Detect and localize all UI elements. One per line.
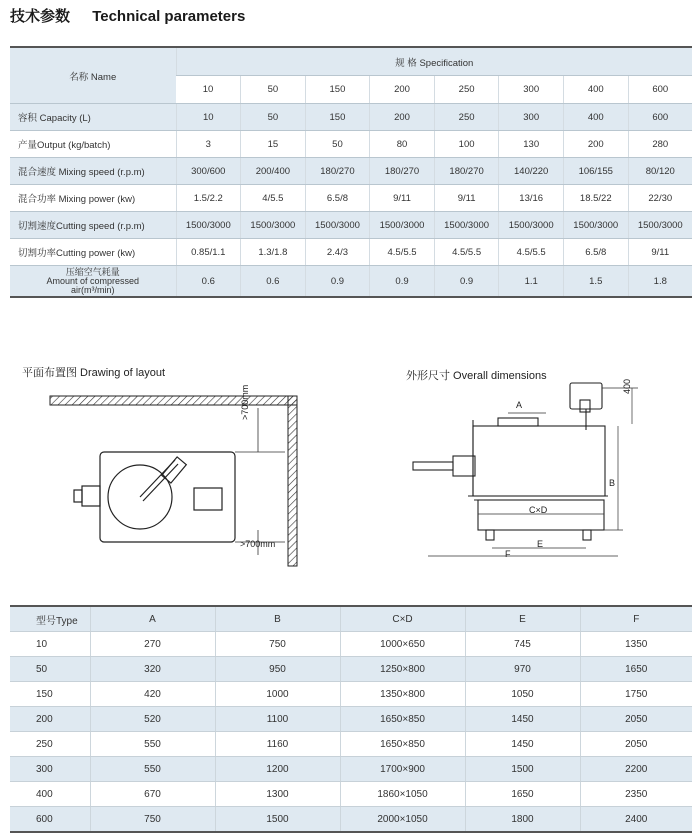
table-row <box>10 757 692 782</box>
table-cell: 150 <box>305 104 370 131</box>
table-cell: 400 <box>10 782 90 807</box>
table-cell: 550 <box>90 732 215 757</box>
column-header: B <box>215 606 340 632</box>
model-header: 200 <box>370 76 435 104</box>
table-cell: 200 <box>10 707 90 732</box>
machine-elevation <box>413 383 608 540</box>
params-header-row <box>10 47 692 76</box>
table-cell: 250 <box>10 732 90 757</box>
table-cell: 10 <box>176 104 241 131</box>
table-cell: 1.3/1.8 <box>241 239 306 266</box>
table-cell: 18.5/22 <box>563 185 628 212</box>
table-cell: 2350 <box>580 782 692 807</box>
table-row <box>10 104 692 131</box>
table-cell: 270 <box>90 632 215 657</box>
table-cell: 1650×850 <box>340 732 465 757</box>
table-cell: 200 <box>563 131 628 158</box>
column-header: 型号Type <box>10 606 90 632</box>
table-cell: 80/120 <box>628 158 692 185</box>
table-cell: 1.5 <box>563 266 628 298</box>
row-label: 产量Output (kg/batch) <box>10 131 176 158</box>
dimensions-table <box>10 605 692 833</box>
table-cell: 1860×1050 <box>340 782 465 807</box>
table-cell: 180/270 <box>305 158 370 185</box>
model-header: 10 <box>176 76 241 104</box>
dim-cd-label: C×D <box>529 505 548 515</box>
table-cell: 1750 <box>580 682 692 707</box>
table-cell: 4.5/5.5 <box>434 239 499 266</box>
table-cell: 150 <box>10 682 90 707</box>
table-cell: 2050 <box>580 732 692 757</box>
table-cell: 6.5/8 <box>305 185 370 212</box>
model-header: 50 <box>241 76 306 104</box>
dim-a-label: A <box>516 400 523 410</box>
table-cell: 2050 <box>580 707 692 732</box>
table-cell: 1650 <box>465 782 580 807</box>
table-cell: 9/11 <box>628 239 692 266</box>
table-cell: 600 <box>628 104 692 131</box>
table-cell: 10 <box>10 632 90 657</box>
table-cell: 1500/3000 <box>628 212 692 239</box>
table-row <box>10 185 692 212</box>
table-cell: 1450 <box>465 707 580 732</box>
table-cell: 970 <box>465 657 580 682</box>
table-cell: 750 <box>215 632 340 657</box>
table-cell: 15 <box>241 131 306 158</box>
table-cell: 180/270 <box>370 158 435 185</box>
table-row <box>10 212 692 239</box>
table-cell: 250 <box>434 104 499 131</box>
title-en: Technical parameters <box>92 8 246 25</box>
dimensions-caption: 外形尺寸 Overall dimensions <box>406 370 547 382</box>
table-cell: 9/11 <box>434 185 499 212</box>
row-label: 混合速度 Mixing speed (r.p.m) <box>10 158 176 185</box>
table-cell: 22/30 <box>628 185 692 212</box>
column-header: A <box>90 606 215 632</box>
table-row <box>10 732 692 757</box>
table-cell: 1.8 <box>628 266 692 298</box>
table-cell: 300/600 <box>176 158 241 185</box>
table-cell: 9/11 <box>370 185 435 212</box>
table-cell: 1800 <box>465 807 580 833</box>
table-cell: 1200 <box>215 757 340 782</box>
model-header: 600 <box>628 76 692 104</box>
table-cell: 1050 <box>465 682 580 707</box>
table-cell: 750 <box>90 807 215 833</box>
table-cell: 1500/3000 <box>305 212 370 239</box>
table-cell: 0.6 <box>176 266 241 298</box>
title-cn: 技术参数 <box>10 8 71 25</box>
table-cell: 1160 <box>215 732 340 757</box>
table-row <box>10 707 692 732</box>
table-cell: 3 <box>176 131 241 158</box>
table-cell: 2000×1050 <box>340 807 465 833</box>
table-cell: 1250×800 <box>340 657 465 682</box>
column-header: F <box>580 606 692 632</box>
row-label: 切割功率Cutting power (kw) <box>10 239 176 266</box>
clearance-dims <box>235 408 285 555</box>
air-label-cn: 压缩空气耗量 <box>65 266 120 277</box>
table-cell: 1700×900 <box>340 757 465 782</box>
table-row <box>10 239 692 266</box>
table-row <box>10 782 692 807</box>
table-cell: 1350 <box>580 632 692 657</box>
table-cell: 1500/3000 <box>370 212 435 239</box>
table-cell: 0.9 <box>370 266 435 298</box>
table-cell: 1500 <box>465 757 580 782</box>
table-row <box>10 682 692 707</box>
table-cell: 1500/3000 <box>434 212 499 239</box>
table-row <box>10 131 692 158</box>
machine-plan <box>74 452 235 542</box>
table-cell: 550 <box>90 757 215 782</box>
table-cell: 2.4/3 <box>305 239 370 266</box>
table-cell: 200/400 <box>241 158 306 185</box>
table-row <box>10 158 692 185</box>
table-cell: 130 <box>499 131 564 158</box>
table-cell: 1000 <box>215 682 340 707</box>
table-cell: 400 <box>563 104 628 131</box>
overall-dimensions-drawing <box>408 378 678 588</box>
table-cell: 1000×650 <box>340 632 465 657</box>
table-cell: 180/270 <box>434 158 499 185</box>
table-cell: 0.85/1.1 <box>176 239 241 266</box>
column-header: E <box>465 606 580 632</box>
table-cell: 4.5/5.5 <box>499 239 564 266</box>
table-cell: 300 <box>499 104 564 131</box>
dims-header-row <box>10 606 692 632</box>
table-cell: 1350×800 <box>340 682 465 707</box>
table-cell: 0.9 <box>305 266 370 298</box>
row-label: 容积 Capacity (L) <box>10 104 176 131</box>
table-cell: 300 <box>10 757 90 782</box>
technical-parameters-table <box>10 46 692 298</box>
table-cell: 4/5.5 <box>241 185 306 212</box>
model-header: 250 <box>434 76 499 104</box>
table-cell: 1500/3000 <box>241 212 306 239</box>
layout-drawing-caption: 平面布置图 Drawing of layout <box>22 367 166 379</box>
table-cell: 6.5/8 <box>563 239 628 266</box>
dim-f-label: F <box>505 549 511 559</box>
dimension-lines <box>428 388 638 556</box>
clearance-top-label: >700mm <box>240 384 250 420</box>
table-cell: 520 <box>90 707 215 732</box>
table-cell: 1300 <box>215 782 340 807</box>
table-cell: 1.5/2.2 <box>176 185 241 212</box>
table-cell: 1500 <box>215 807 340 833</box>
table-cell: 2200 <box>580 757 692 782</box>
layout-drawing <box>40 380 340 580</box>
table-cell: 745 <box>465 632 580 657</box>
table-cell: 1.1 <box>499 266 564 298</box>
table-cell: 100 <box>434 131 499 158</box>
dim-400-label: 400 <box>622 378 632 394</box>
table-cell: 1450 <box>465 732 580 757</box>
table-cell: 50 <box>305 131 370 158</box>
model-header: 150 <box>305 76 370 104</box>
table-cell: 320 <box>90 657 215 682</box>
table-cell: 140/220 <box>499 158 564 185</box>
air-label-en2: air(m³/min) <box>71 284 115 295</box>
table-cell: 670 <box>90 782 215 807</box>
table-cell: 1500/3000 <box>499 212 564 239</box>
table-cell: 1500/3000 <box>563 212 628 239</box>
table-cell: 1650 <box>580 657 692 682</box>
table-cell: 1650×850 <box>340 707 465 732</box>
table-cell: 50 <box>10 657 90 682</box>
dim-e-label: E <box>537 539 544 549</box>
clearance-side-label: >700mm <box>240 539 276 549</box>
table-cell: 80 <box>370 131 435 158</box>
spec-header: 规 格 Specification <box>176 47 692 76</box>
table-row <box>10 632 692 657</box>
table-cell: 200 <box>370 104 435 131</box>
table-cell: 50 <box>241 104 306 131</box>
table-cell: 1500/3000 <box>176 212 241 239</box>
table-cell: 280 <box>628 131 692 158</box>
table-row <box>10 807 692 833</box>
model-header: 300 <box>499 76 564 104</box>
column-header: C×D <box>340 606 465 632</box>
table-cell: 2400 <box>580 807 692 833</box>
row-label: 混合功率 Mixing power (kw) <box>10 185 176 212</box>
air-consumption-label <box>10 266 176 298</box>
table-cell: 420 <box>90 682 215 707</box>
row-label: 切割速度Cutting speed (r.p.m) <box>10 212 176 239</box>
air-consumption-row <box>10 266 692 298</box>
dim-b-label: B <box>609 478 616 488</box>
air-label-en1: Amount of compressed <box>46 275 140 286</box>
table-cell: 13/16 <box>499 185 564 212</box>
table-cell: 106/155 <box>563 158 628 185</box>
page-title <box>10 5 245 26</box>
table-cell: 0.6 <box>241 266 306 298</box>
table-cell: 0.9 <box>434 266 499 298</box>
table-cell: 600 <box>10 807 90 833</box>
table-cell: 950 <box>215 657 340 682</box>
name-header: 名称 Name <box>10 47 176 104</box>
model-header: 400 <box>563 76 628 104</box>
table-cell: 1100 <box>215 707 340 732</box>
table-cell: 4.5/5.5 <box>370 239 435 266</box>
table-row <box>10 657 692 682</box>
